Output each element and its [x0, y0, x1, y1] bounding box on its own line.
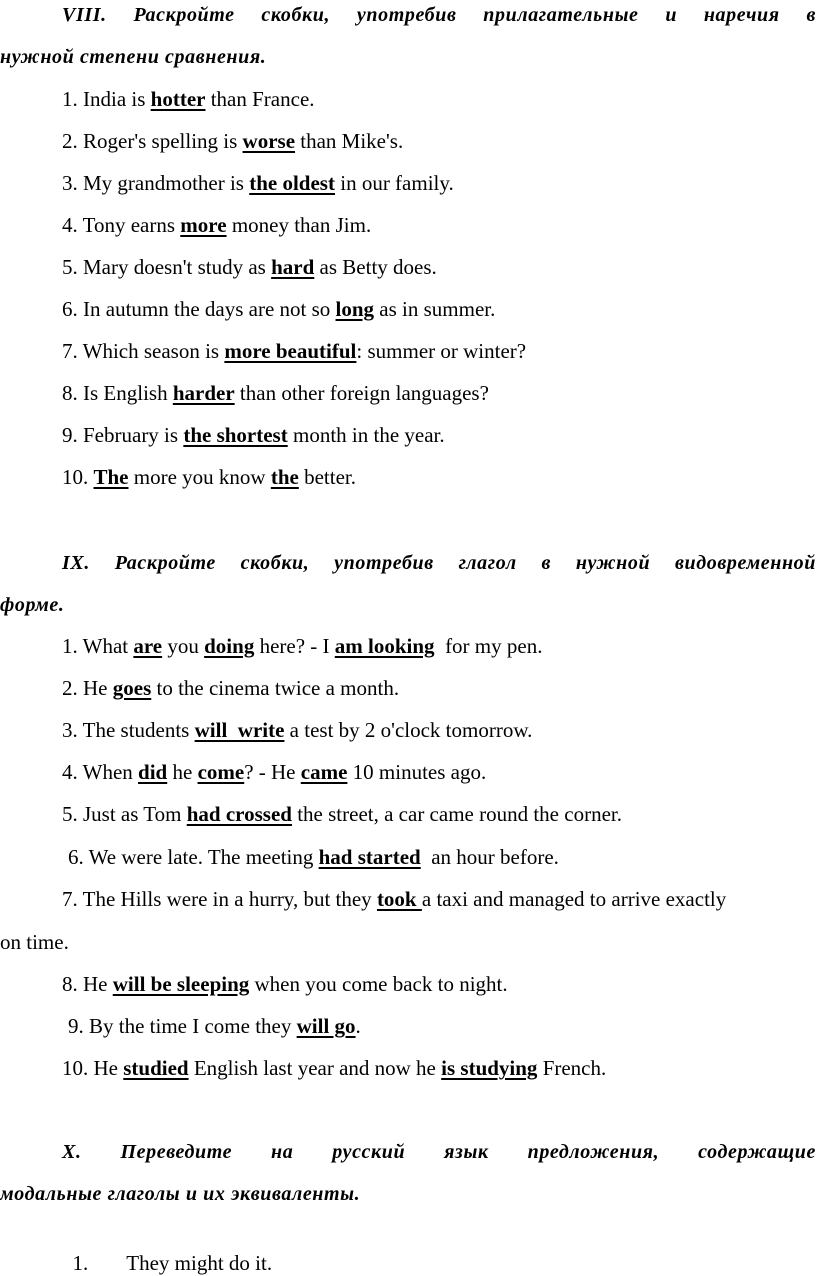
answer: will be sleeping [112, 972, 250, 996]
sentence-3 [62, 717, 532, 743]
text: English last year and now he [188, 1056, 442, 1080]
answer: did [138, 760, 168, 784]
sentence-4 [62, 759, 486, 785]
text: he [167, 760, 198, 784]
text: 10 minutes ago. [347, 760, 487, 784]
item-number: 7. [62, 887, 78, 911]
answer: will write [194, 718, 285, 742]
text: month in the year. [287, 423, 445, 447]
item-number: 3. [62, 718, 78, 742]
text: French. [537, 1056, 607, 1080]
text: He [83, 972, 113, 996]
text: the street, a car came round the corner. [291, 802, 622, 826]
answer: hotter [150, 87, 206, 111]
section-10-item-1 [62, 1224, 272, 1276]
text: when you come back to night. [249, 972, 508, 996]
sentence-8 [62, 971, 508, 997]
answer: worse [242, 129, 296, 153]
answer: studied [123, 1056, 189, 1080]
item-number: 6. [68, 845, 84, 869]
sentence-6 [62, 296, 495, 322]
text: : summer or winter? [356, 339, 527, 363]
answer: more [180, 213, 227, 237]
text: February is [83, 423, 184, 447]
item-number: 6. [62, 297, 78, 321]
answer: had crossed [186, 802, 292, 826]
sentence-5 [62, 254, 437, 280]
text: He [83, 676, 113, 700]
sentence-9 [68, 1013, 361, 1039]
text: The Hills were in a hurry, but they [82, 887, 377, 911]
text: When [82, 760, 139, 784]
answer: goes [112, 676, 152, 700]
answer: doing [204, 634, 255, 658]
answer: the shortest [183, 423, 288, 447]
text: a test by 2 o'clock tomorrow. [284, 718, 533, 742]
answer: The [93, 465, 129, 489]
section-10-heading-line1: X. Переведите на русский язык предложения, содержащие [62, 1141, 816, 1163]
text: better. [298, 465, 356, 489]
text: India is [83, 87, 151, 111]
text: Just as Tom [83, 802, 187, 826]
text: more you know [128, 465, 271, 489]
text: What [82, 634, 134, 658]
text: Is English [83, 381, 173, 405]
answer: more beautiful [224, 339, 357, 363]
text: Roger's spelling is [83, 129, 243, 153]
text: The students [82, 718, 195, 742]
item-number: 8. [62, 381, 78, 405]
item-number: 5. [62, 802, 78, 826]
answer: took [376, 887, 422, 911]
text: than Mike's. [295, 129, 404, 153]
item-number: 10. [62, 1056, 89, 1080]
text: money than Jim. [226, 213, 372, 237]
answer: will go [296, 1014, 356, 1038]
text: an hour before. [420, 845, 559, 869]
section-9-heading-line2: форме. [0, 594, 65, 616]
item-number: 2. [62, 676, 78, 700]
section-8-heading [0, 0, 816, 78]
sentence-3 [62, 170, 454, 196]
sentence-6 [68, 844, 559, 870]
text: than France. [205, 87, 315, 111]
sentence-10 [62, 1055, 606, 1081]
item-number: 1. [72, 1251, 89, 1275]
item-number: 2. [62, 129, 78, 153]
item-number: 9. [62, 423, 78, 447]
text: ? - He [244, 760, 301, 784]
text: here? - I [254, 634, 335, 658]
text: Tony earns [82, 213, 181, 237]
answer: come [197, 760, 245, 784]
text: Which season is [82, 339, 225, 363]
text: By the time I come they [89, 1014, 297, 1038]
answer: harder [172, 381, 235, 405]
item-7-continuation: on time. [0, 930, 69, 954]
item-number: 1. [62, 634, 78, 658]
section-9-heading [0, 542, 816, 626]
text: as in summer. [374, 297, 496, 321]
item-number: 3. [62, 171, 78, 195]
answer: hard [271, 255, 315, 279]
text: for my pen. [434, 634, 543, 658]
item-number: 4. [62, 760, 78, 784]
item-number: 8. [62, 972, 78, 996]
item-number: 1. [62, 87, 78, 111]
answer: the [270, 465, 299, 489]
item-text: They might do it. [126, 1251, 273, 1275]
sentence-7 [62, 338, 526, 364]
sentence-7 [62, 886, 726, 912]
section-10-heading [0, 1131, 816, 1215]
sentence-10 [62, 464, 356, 490]
sentence-1 [62, 86, 315, 112]
sentence-5 [62, 801, 622, 827]
answer: is studying [441, 1056, 538, 1080]
text: My grandmother is [83, 171, 250, 195]
text: . [355, 1014, 361, 1038]
sentence-4 [62, 212, 371, 238]
answer: are [133, 634, 163, 658]
sentence-2 [62, 675, 399, 701]
text: as Betty does. [314, 255, 437, 279]
text: We were late. The meeting [88, 845, 319, 869]
section-9-heading-line1: IX. Раскройте скобки, употребив глагол в нужной видовременной [62, 552, 816, 574]
text: in our family. [334, 171, 454, 195]
item-number: 4. [62, 213, 78, 237]
answer: the oldest [249, 171, 335, 195]
text: In autumn the days are not so [83, 297, 336, 321]
answer: am looking [334, 634, 435, 658]
item-number: 10. [62, 465, 89, 489]
text: than other foreign languages? [234, 381, 489, 405]
text: Mary doesn't study as [83, 255, 272, 279]
item-number: 9. [68, 1014, 84, 1038]
sentence-8 [62, 380, 489, 406]
text: to the cinema twice a month. [151, 676, 400, 700]
answer: long [335, 297, 375, 321]
answer: had started [318, 845, 421, 869]
sentence-9 [62, 422, 445, 448]
text: you [162, 634, 205, 658]
section-8-heading-line1: VIII. Раскройте скобки, употребив прилагательные и наречия в [62, 4, 816, 26]
text: He [93, 1056, 124, 1080]
section-8-heading-line2: нужной степени сравнения. [0, 46, 267, 68]
answer: came [300, 760, 348, 784]
sentence-2 [62, 128, 403, 154]
section-10-heading-line2: модальные глаголы и их эквиваленты. [0, 1183, 361, 1205]
text: a taxi and managed to arrive exactly [421, 887, 727, 911]
item-number: 5. [62, 255, 78, 279]
sentence-1 [62, 633, 542, 659]
item-number: 7. [62, 339, 78, 363]
